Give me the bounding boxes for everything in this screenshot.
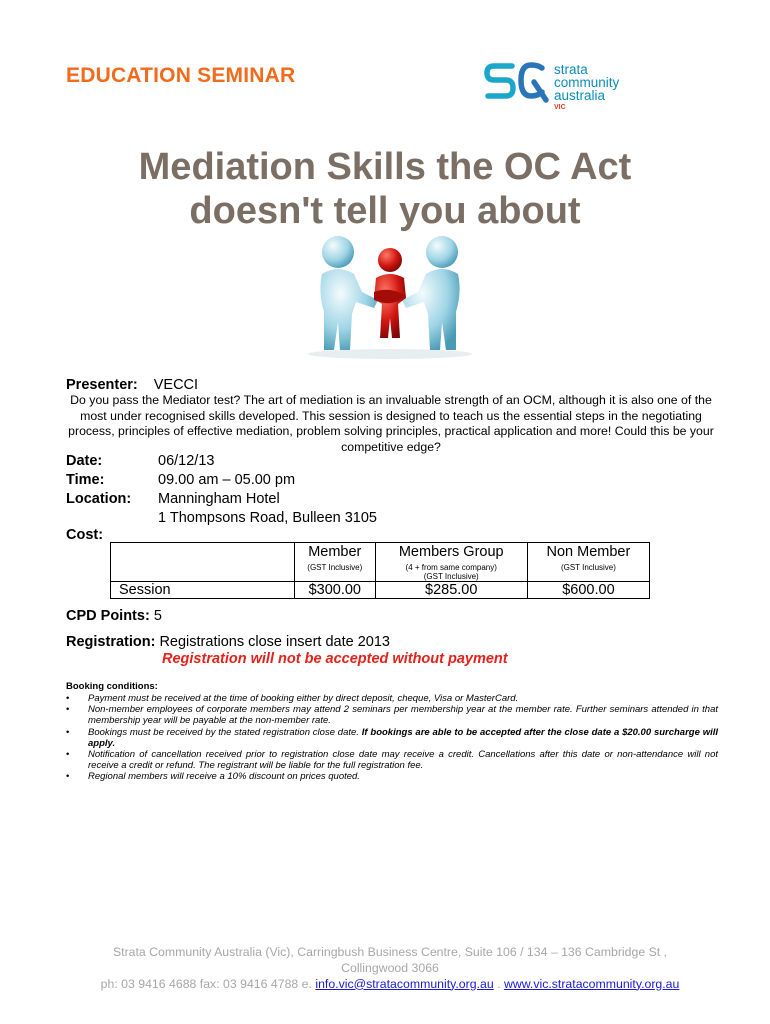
booking-conditions-list: [66, 693, 718, 783]
time-value: 09.00 am – 05.00 pm: [158, 472, 296, 488]
registration-label: Registration:: [66, 634, 156, 650]
cost-header-non-member: Non Member (GST Inclusive): [527, 543, 649, 582]
registration-warning: Registration will not be accepted without payment: [162, 651, 508, 667]
location-address: 1 Thompsons Road, Bulleen 3105: [158, 510, 377, 526]
list-item: • Regional members will receive a 10% discount on prices quoted.: [66, 771, 360, 783]
cost-row-label: Session: [111, 582, 295, 599]
list-item: • Notification of cancellation received prior to registration close date may receive a credit. Cancellations after this date or non-attendance will not receive a credit or refund. The registrant will be liable for the full registration fee.: [66, 749, 718, 772]
mediation-figures-illustration: [300, 230, 480, 360]
sca-logo: [484, 60, 634, 116]
location-label: Location:: [66, 491, 132, 507]
event-details: [66, 452, 377, 528]
price-non-member: $600.00: [527, 582, 649, 599]
presenter-value: VECCI: [153, 377, 199, 393]
logo-region: VIC: [554, 104, 566, 111]
price-members-group: $285.00: [375, 582, 527, 599]
list-item: • Non-member employees of corporate members may attend 2 seminars per membership year at the member rate. Further seminars attended in that membership year will be payable at the non-member rate.: [66, 704, 718, 727]
intro-paragraph: Do you pass the Mediator test? The art of mediation is an invaluable strength of an OCM, although it is also one of the most under recognised skills developed. This session is designed to teach us the essential steps in the negotiating process, principles of effective mediation, problem solving principles, practical application and more! Could this be your competitive edge?: [68, 393, 714, 454]
presenter-label: Presenter:: [66, 377, 138, 393]
cpd-points: [66, 608, 162, 624]
time-label: Time:: [66, 472, 105, 488]
registration-info: [66, 634, 390, 650]
seminar-label: EDUCATION SEMINAR: [66, 64, 296, 87]
registration-value: Registrations close insert date 2013: [159, 634, 390, 650]
cost-header-member: Member (GST Inclusive): [295, 543, 376, 582]
cpd-label: CPD Points:: [66, 608, 150, 624]
price-member: $300.00: [295, 582, 376, 599]
cost-table-row: [111, 582, 650, 599]
cpd-value: 5: [153, 608, 162, 624]
cost-header-members-group: Members Group (4 + from same company) (GST Inclusive): [375, 543, 527, 582]
seminar-title: Mediation Skills the OC Act doesn't tell you about: [138, 146, 632, 232]
date-label: Date:: [66, 453, 103, 469]
location-value: Manningham Hotel: [158, 491, 280, 507]
cost-table: [110, 542, 650, 599]
email-link[interactable]: info.vic@stratacommunity.org.au: [315, 976, 494, 991]
list-item: • Bookings must be received by the stated registration close date. If bookings are able to be accepted after the close date a $20.00 surcharge will apply.: [66, 726, 719, 749]
footer: [70, 945, 710, 992]
footer-address-city: Collingwood 3066: [341, 960, 439, 975]
footer-address: Strata Community Australia (Vic), Carringbush Business Centre, Suite 106 / 134 – 136 Cambridge St ,: [112, 945, 668, 959]
presenter-row: [66, 377, 198, 393]
list-item: • Payment must be received at the time of booking either by direct deposit, cheque, Visa or MasterCard.: [66, 693, 519, 704]
cost-table-header: [111, 543, 650, 582]
sca-logo-mark: [484, 60, 550, 104]
date-value: 06/12/13: [158, 453, 215, 469]
footer-contact: ph: 03 9416 4688 fax: 03 9416 4788 e. info.vic@stratacommunity.org.au . www.vic.stratacommunity.org.au: [100, 976, 680, 991]
cost-header-blank: [111, 543, 295, 582]
booking-conditions-title: Booking conditions:: [66, 681, 158, 692]
cost-label: Cost:: [66, 527, 104, 543]
logo-wordmark: strata community australia: [554, 62, 620, 103]
website-link[interactable]: www.vic.stratacommunity.org.au: [503, 976, 680, 991]
